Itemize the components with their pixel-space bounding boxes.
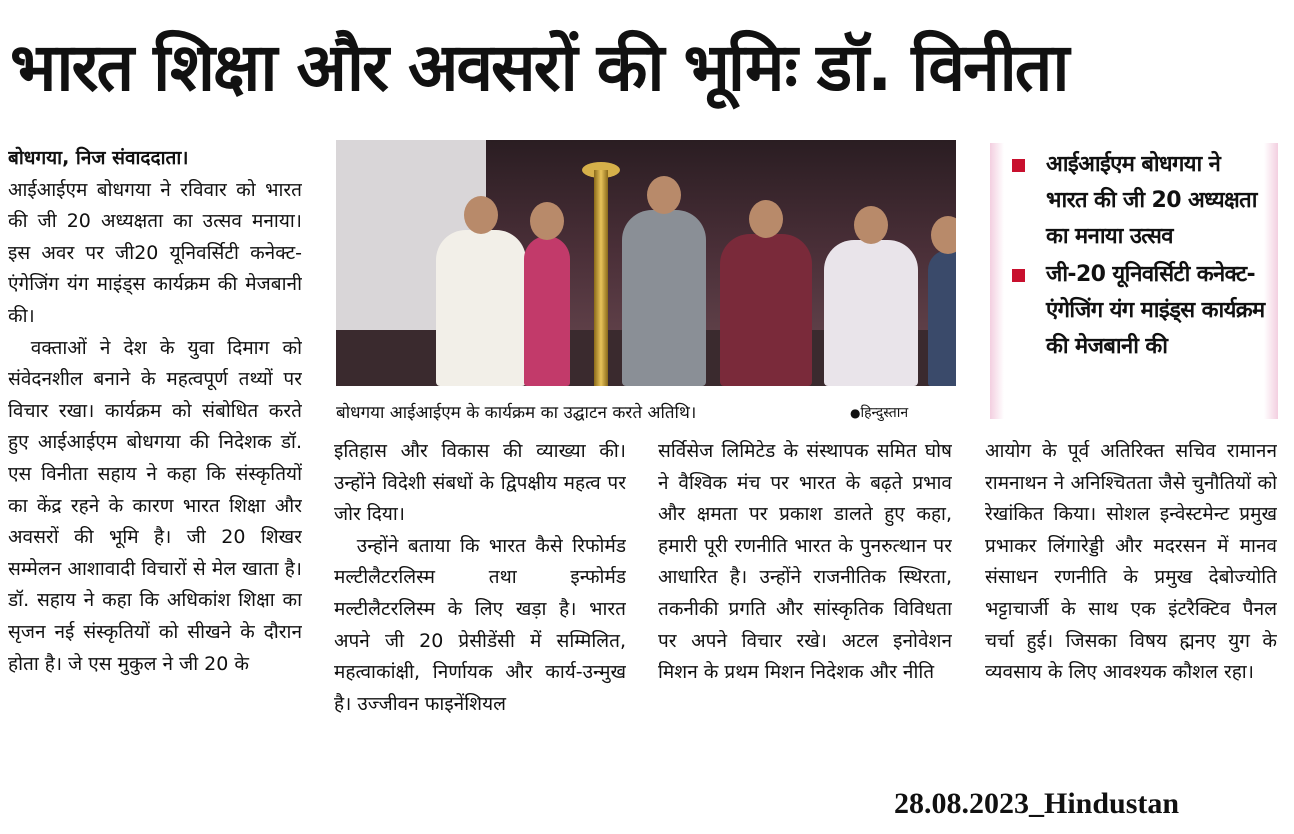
photo-person [622,210,706,386]
credit-dot-icon: ● [850,406,861,420]
dateline-text: बोधगया, निज संवाददाता। [8,147,189,169]
event-photo [336,140,956,386]
credit-text: हिन्दुस्तान [860,405,909,421]
brass-lamp [594,170,608,386]
column4-paragraph-1: आयोग के पूर्व अतिरिक्त सचिव रामानन रामनाथन ने अनिश्चितता जैसे चुनौतियों को रेखांकित किया। सोशल इन्वेस्टमेन्ट प्रमुख प्रभाकर लिंगारेड्डी और मदरसन में मानव संसाधन रणनीति के प्रमुख देबोज्योति भट्टाचार्जी के साथ एक इंटरैक्टिव पैनल चर्चा हुई। जिसका विषय ह्मनए युग के व्यवसाय के लिए आवश्यक कौशल रहा। [985,440,1277,684]
column1-paragraph-2: वक्ताओं ने देश के युवा दिमाग को संवेदनशील बनाने के महत्वपूर्ण तथ्यों पर विचार रखा। कार्यक्रम को संबोधित करते हुए आईआईएम बोधगया की निदेशक डॉ. एस विनीता सहाय ने कहा कि संस्कृतियों का केंद्र रहने के कारण भारत शिक्षा और अवसरों की भूमि है। जी 20 शिखर सम्मेलन आशावादी विचारों से मेल खाता है। डॉ. सहाय ने कहा कि अधिकांश शिक्षा का सृजन नई संस्कृतियों को सीखने के दौरान होता है। जे एस मुकुल ने जी 20 के [8,336,302,675]
column1-paragraph-1: आईआईएम बोधगया ने रविवार को भारत की जी 20 अध्यक्षता का उत्सव मनाया। इस अवर पर जी20 यूनिवर्सिटी कनेक्ट-एंगेजिंग यंग माइंड्स कार्यक्रम की मेजबानी की। [8,178,302,327]
column3-paragraph-1: सर्विसेज लिमिटेड के संस्थापक समित घोष ने वैश्विक मंच पर भारत के बढ़ते प्रभाव और क्षमता पर प्रकाश डालते हुए कहा, हमारी पूरी रणनीति भारत के पुनरुत्थान पर आधारित है। उन्होंने राजनीतिक स्थिरता, तकनीकी प्रगति और सांस्कृतिक विविधता पर अपने विचार रखे। अटल इनोवेशन मिशन के प्रथम मिशन निदेशक और नीति [658,440,952,684]
source-date-footer: 28.08.2023_Hindustan [894,787,1180,820]
photo-credit [850,399,908,427]
photo-person [928,250,956,386]
square-bullet-icon [1012,269,1025,282]
photo-person [720,234,812,386]
headline: भारत शिक्षा और अवसरों की भूमिः डॉ. विनीता [10,29,1068,106]
photo-person [824,240,918,386]
photo-person [436,230,526,386]
article-column-1 [8,143,302,763]
caption-text: बोधगया आईआईएम के कार्यक्रम का उद्घाटन करते अतिथि। [336,403,697,423]
dateline [8,143,302,175]
highlight-text: जी-20 यूनिवर्सिटी कनेक्ट-एंगेजिंग यंग माइंड्स कार्यक्रम की मेजबानी की [1046,262,1265,359]
photo-person [524,236,570,386]
square-bullet-icon [1012,159,1025,172]
article-column-4 [985,436,1277,766]
column2-paragraph-1: इतिहास और विकास की व्याख्या की। उन्होंने विदेशी संबधों के द्विपक्षीय महत्व पर जोर दिया। [334,440,626,526]
article-column-3 [658,436,952,766]
highlight-item [990,257,1278,365]
photo-caption [336,399,956,427]
article-column-2 [334,436,626,766]
column2-paragraph-2: उन्होंने बताया कि भारत कैसे रिफोर्मड मल्टीलैटरलिस्म तथा इन्फोर्मड मल्टीलैटरलिस्म के लिए खड़ा है। भारत अपने जी 20 प्रेसीडेंसी में सम्मिलित, महत्वाकांक्षी, निर्णायक और कार्य-उन्मुख है। उज्जीवन फाइनेंशियल [334,534,626,715]
highlights-list [990,147,1278,365]
highlights-box [990,143,1278,419]
highlight-item [990,147,1278,255]
highlight-text: आईआईएम बोधगया ने भारत की जी 20 अध्यक्षता का मनाया उत्सव [1046,152,1257,249]
